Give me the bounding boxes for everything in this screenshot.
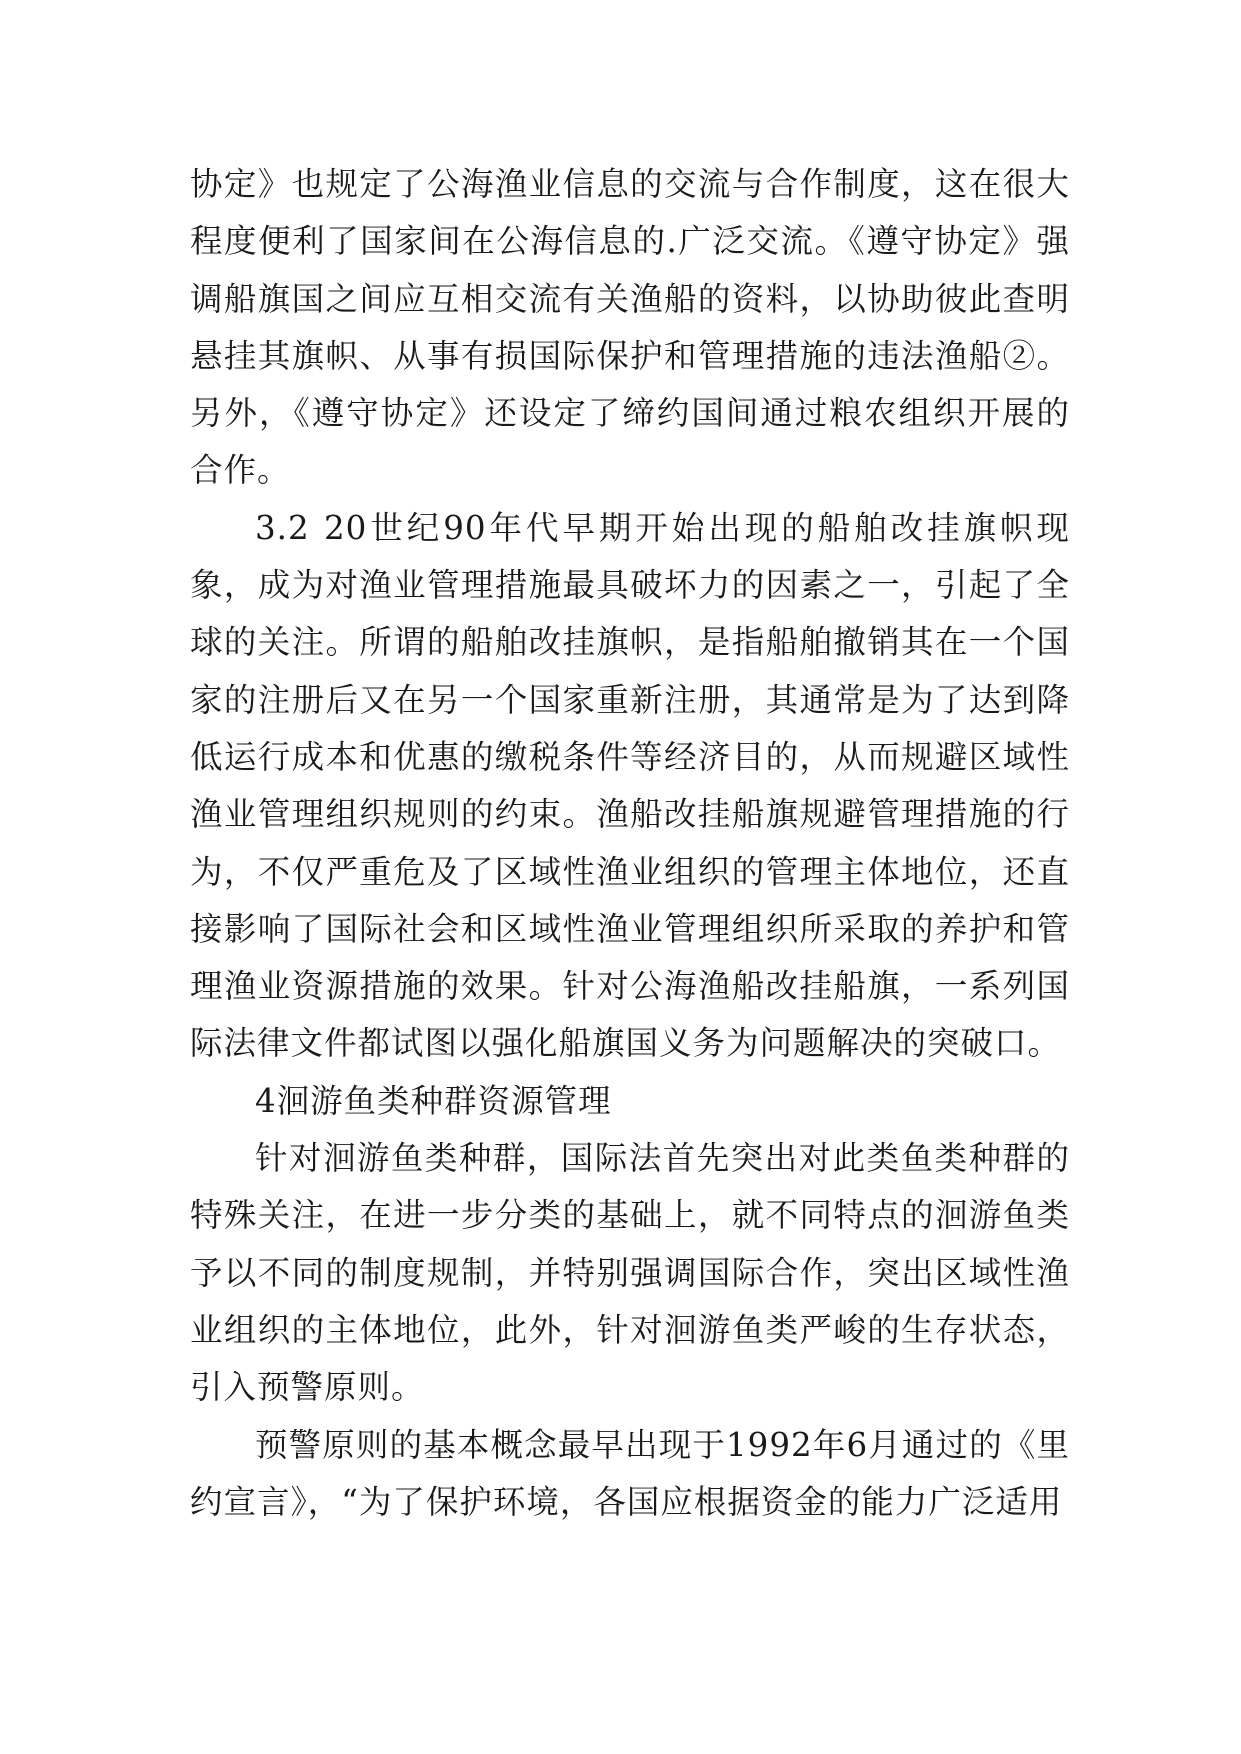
paragraph-2: 3.2 20世纪90年代早期开始出现的船舶改挂旗帜现象，成为对渔业管理措施最具破坏力的因素之一，引起了全球的关注。所谓的船舶改挂旗帜，是指船舶撤销其在一个国家的注册后又在另一个国家重新注册，其通常是为了达到降低运行成本和优惠的缴税条件等经济目的，从而规避区域性渔业管理组织规则的约束。渔船改挂船旗规避管理措施的行为，不仅严重危及了区域性渔业组织的管理主体地位，还直接影响了国际社会和区域性渔业管理组织所采取的养护和管理渔业资源措施的效果。针对公海渔船改挂船旗，一系列国际法律文件都试图以强化船旗国义务为问题解决的突破口。 xyxy=(190,508,1070,1063)
paragraph-1: 协定》也规定了公海渔业信息的交流与合作制度，这在很大程度便利了国家间在公海信息的.广泛交流。《遵守协定》强调船旗国之间应互相交流有关渔船的资料，以协助彼此查明悬挂其旗帜、从事有损国际保护和管理措施的违法渔船②。另外，《遵守协定》还设定了缔约国间通过粮农组织开展的合作。 xyxy=(190,165,1070,490)
paragraph-4: 预警原则的基本概念最早出现于1992年6月通过的《里约宣言》，“为了保护环境，各国应根据资金的能力广泛适用 xyxy=(190,1425,1070,1521)
section-heading: 4洄游鱼类种群资源管理 xyxy=(255,1081,612,1120)
body-text xyxy=(190,156,1070,1531)
paragraph-3: 针对洄游鱼类种群，国际法首先突出对此类鱼类种群的特殊关注，在进一步分类的基础上，就不同特点的洄游鱼类予以不同的制度规制，并特别强调国际合作，突出区域性渔业组织的主体地位，此外，针对洄游鱼类严峻的生存状态，引入预警原则。 xyxy=(190,1139,1070,1407)
